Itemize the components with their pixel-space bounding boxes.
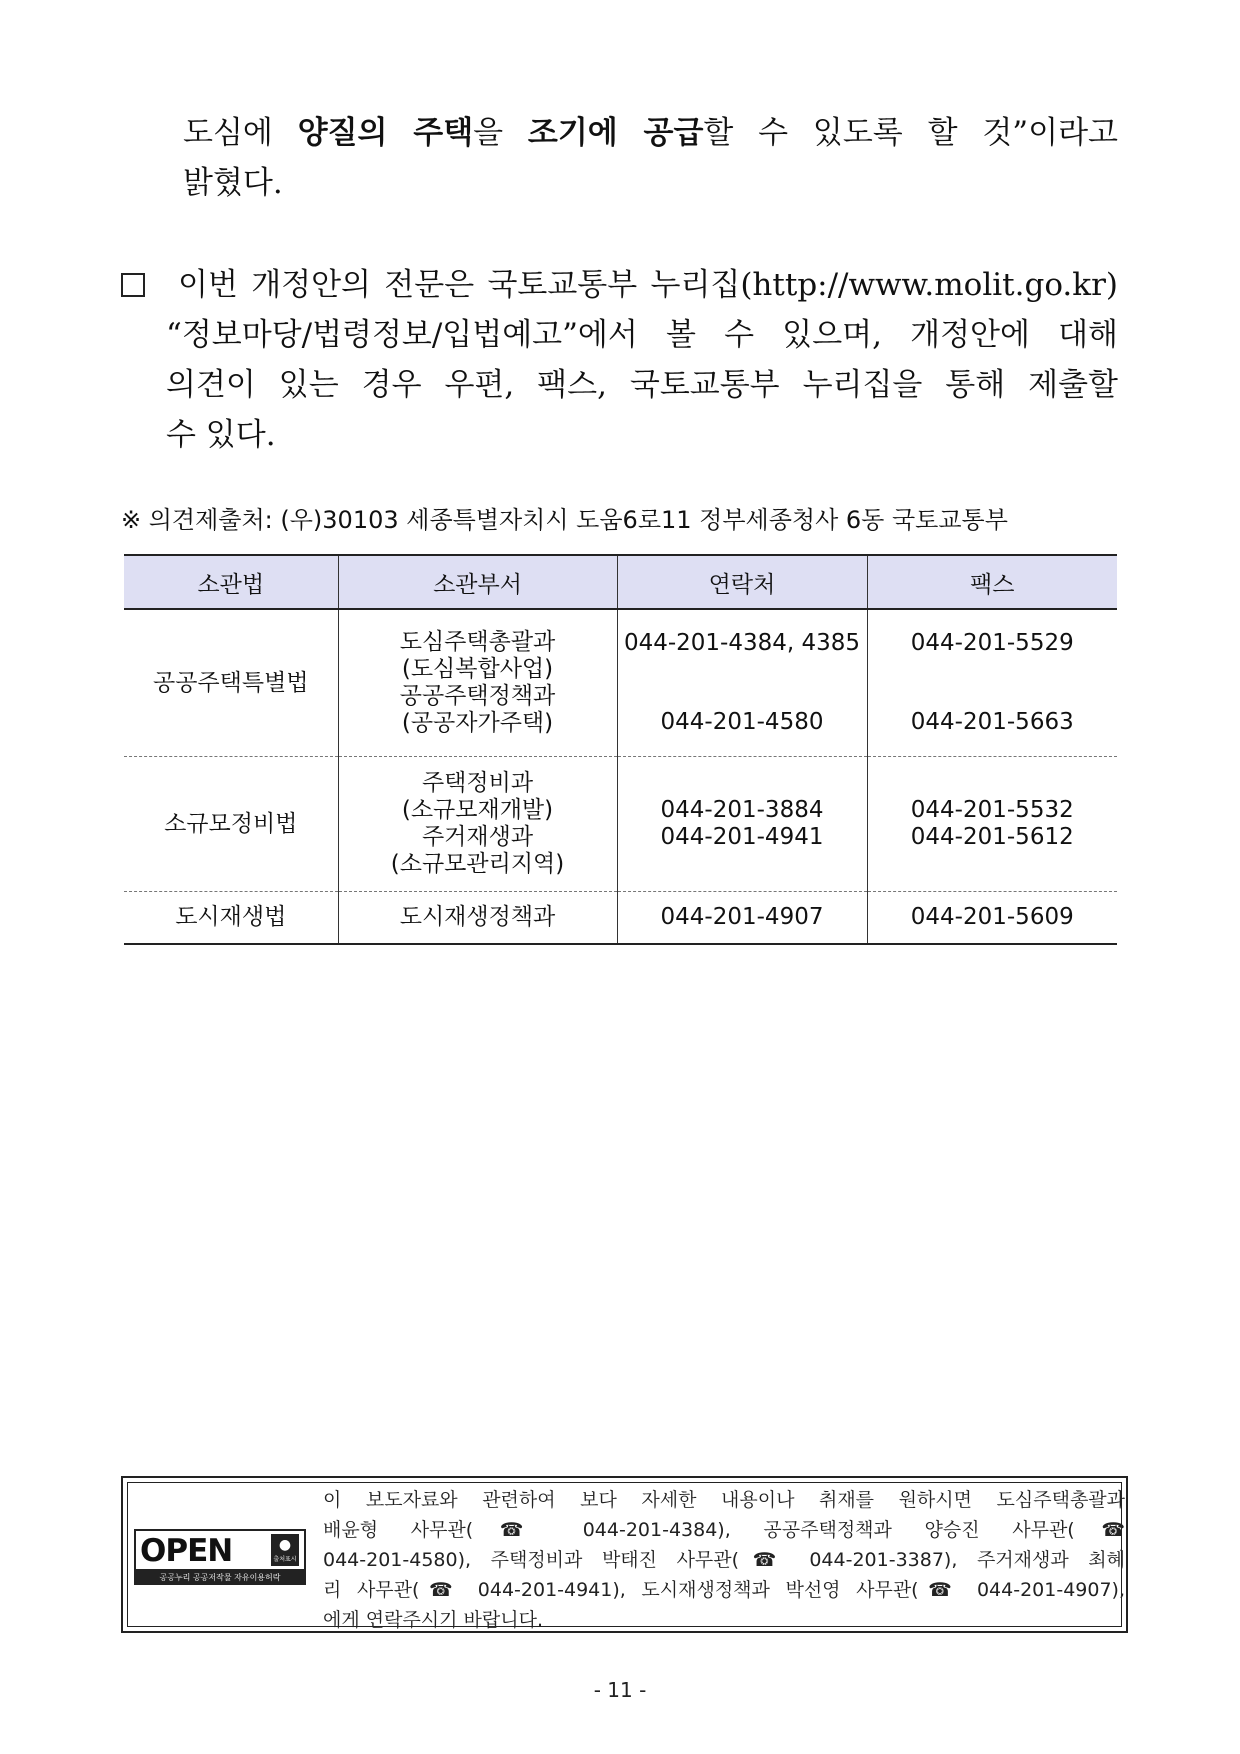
contact-line: 이 보도자료와 관련하여 보다 자세한 내용이나 취재를 원하시면 도심주택총괄과 <box>323 1489 1125 1511</box>
notice-paragraph <box>166 260 1118 460</box>
intro-paragraph <box>183 108 1118 208</box>
contact-line: 에게 연락주시기 바랍니다. <box>323 1609 544 1631</box>
checkbox-bullet <box>121 273 145 297</box>
bold-early-supply: 조기에 공급 <box>527 115 704 151</box>
submission-address-note: ※ 의견제출처: (우)30103 세종특별자치시 도움6로11 정부세종청사 6동 국토교통부 <box>121 506 1008 534</box>
law-cell: 도시재생법 <box>124 892 338 945</box>
contact-cell: 044-201-4907 <box>617 892 867 945</box>
intro-line-2: 밝혔다. <box>183 165 283 201</box>
law-cell: 소규모정비법 <box>124 757 338 892</box>
table-row <box>124 609 1117 757</box>
press-contact-inner <box>127 1482 1125 1631</box>
department-cell: 도시재생정책과 <box>338 892 617 945</box>
press-contact-box <box>121 1476 1128 1633</box>
fax-cell: 044-201-5532 044-201-5612 <box>867 757 1117 892</box>
header-department: 소관부서 <box>338 555 617 609</box>
table-row <box>124 757 1117 892</box>
kogl-open-license-logo <box>134 1529 306 1587</box>
fax-cell: 044-201-5529 044-201-5663 <box>867 609 1117 757</box>
notice-line-3: 의견이 있는 경우 우편, 팩스, 국토교통부 누리집을 통해 제출할 <box>166 367 1118 403</box>
contact-line: 리 사무관(☎ 044-201-4941), 도시재생정책과 박선영 사무관(☎ 044-201-4907), <box>323 1579 1125 1601</box>
intro-line-1: 도심에 양질의 주택을 조기에 공급할 수 있도록 할 것”이라고 <box>183 115 1118 151</box>
department-cell: 도심주택총괄과 (도심복합사업) 공공주택정책과 (공공자가주택) <box>338 609 617 757</box>
department-cell: 주택정비과 (소규모재개발) 주거재생과 (소규모관리지역) <box>338 757 617 892</box>
table-row <box>124 892 1117 945</box>
contact-cell: 044-201-3884 044-201-4941 <box>617 757 867 892</box>
fax-cell: 044-201-5609 <box>867 892 1117 945</box>
notice-line-4: 수 있다. <box>166 417 276 453</box>
bold-quality-housing: 양질의 주택 <box>297 115 474 151</box>
page-number: - 11 - <box>593 1678 647 1702</box>
header-law: 소관법 <box>124 555 338 609</box>
attribution-badge: ● 출처표시 <box>271 1534 299 1566</box>
contact-line: 배윤형 사무관(☎ 044-201-4384), 공공주택정책과 양승진 사무관(☎ <box>323 1519 1125 1541</box>
person-icon: ● <box>278 1537 292 1553</box>
contact-cell: 044-201-4384, 4385 044-201-4580 <box>617 609 867 757</box>
table-header-row <box>124 555 1117 609</box>
open-logo-caption: 공공누리 공공저작물 자유이용허락 <box>134 1571 306 1585</box>
notice-line-1: 이번 개정안의 전문은 국토교통부 누리집(http://www.molit.go.kr) <box>178 267 1118 303</box>
header-contact: 연락처 <box>617 555 867 609</box>
department-contact-table <box>124 554 1117 945</box>
notice-line-2: “정보마당/법령정보/입법예고”에서 볼 수 있으며, 개정안에 대해 <box>166 317 1118 353</box>
press-contact-text <box>323 1485 1125 1635</box>
header-fax: 팩스 <box>867 555 1117 609</box>
contact-line: 044-201-4580), 주택정비과 박태진 사무관(☎ 044-201-3387), 주거재생과 최혜 <box>323 1549 1125 1571</box>
open-logo-text: OPEN <box>140 1533 233 1569</box>
law-cell: 공공주택특별법 <box>124 609 338 757</box>
